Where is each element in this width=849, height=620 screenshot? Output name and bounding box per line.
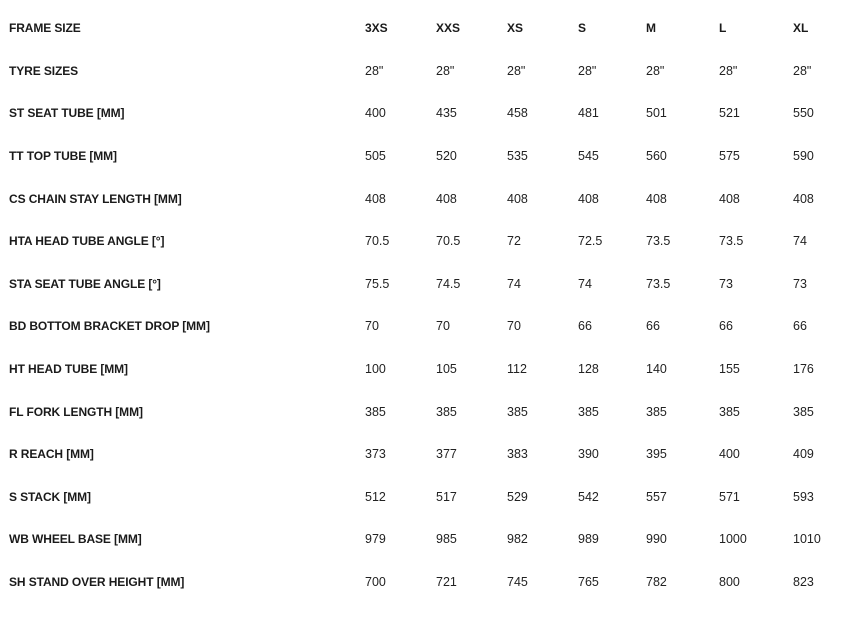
table-cell: 72 (507, 234, 521, 249)
table-row (0, 348, 849, 391)
table-cell: 28" (793, 63, 812, 78)
table-cell: 800 (719, 575, 740, 590)
table-cell: 390 (578, 447, 599, 462)
table-cell: 745 (507, 575, 528, 590)
row-label: BD BOTTOM BRACKET DROP [MM] (9, 319, 210, 334)
table-cell: 395 (646, 447, 667, 462)
table-cell: 721 (436, 575, 457, 590)
table-cell: 385 (436, 404, 457, 419)
table-cell: 66 (578, 319, 592, 334)
table-cell: 765 (578, 575, 599, 590)
table-cell: 383 (507, 447, 528, 462)
table-cell: 155 (719, 362, 740, 377)
row-label: FL FORK LENGTH [MM] (9, 404, 143, 419)
table-cell: 66 (646, 319, 660, 334)
row-label: R REACH [MM] (9, 447, 94, 462)
table-cell: 385 (507, 404, 528, 419)
table-cell: 28" (436, 63, 455, 78)
table-cell: 100 (365, 362, 386, 377)
table-cell: 590 (793, 149, 814, 164)
table-cell: 782 (646, 575, 667, 590)
table-cell: 105 (436, 362, 457, 377)
table-cell: 408 (793, 191, 814, 206)
table-cell: 512 (365, 489, 386, 504)
table-cell: 74.5 (436, 276, 461, 291)
row-label: HT HEAD TUBE [MM] (9, 362, 128, 377)
header-row (0, 7, 849, 50)
table-cell: 520 (436, 149, 457, 164)
table-cell: 593 (793, 489, 814, 504)
table-cell: 385 (793, 404, 814, 419)
size-header-s: S (578, 21, 587, 36)
table-cell: 73 (719, 276, 733, 291)
table-cell: 823 (793, 575, 814, 590)
row-label: STA SEAT TUBE ANGLE [°] (9, 276, 161, 291)
size-header-l: L (719, 21, 727, 36)
table-row (0, 390, 849, 433)
table-cell: 112 (507, 362, 527, 377)
size-header-xs: XS (507, 21, 524, 36)
table-cell: 73 (793, 276, 807, 291)
table-row (0, 92, 849, 135)
table-cell: 982 (507, 532, 528, 547)
table-cell: 521 (719, 106, 740, 121)
table-cell: 28" (365, 63, 384, 78)
table-cell: 140 (646, 362, 667, 377)
row-label: ST SEAT TUBE [MM] (9, 106, 125, 121)
table-cell: 550 (793, 106, 814, 121)
row-label: CS CHAIN STAY LENGTH [MM] (9, 191, 182, 206)
table-cell: 1000 (719, 532, 747, 547)
size-header-xxs: XXS (436, 21, 461, 36)
row-label: HTA HEAD TUBE ANGLE [°] (9, 234, 165, 249)
table-cell: 70.5 (365, 234, 390, 249)
table-cell: 542 (578, 489, 599, 504)
table-cell: 529 (507, 489, 528, 504)
table-cell: 458 (507, 106, 528, 121)
table-cell: 73.5 (719, 234, 744, 249)
table-row (0, 305, 849, 348)
table-row (0, 220, 849, 263)
table-cell: 385 (578, 404, 599, 419)
row-label: S STACK [MM] (9, 489, 91, 504)
row-label: SH STAND OVER HEIGHT [MM] (9, 575, 185, 590)
table-row (0, 476, 849, 519)
table-cell: 535 (507, 149, 528, 164)
table-cell: 435 (436, 106, 457, 121)
table-cell: 481 (578, 106, 599, 121)
table-cell: 408 (436, 191, 457, 206)
table-cell: 979 (365, 532, 386, 547)
size-header-3xs: 3XS (365, 21, 388, 36)
table-cell: 28" (719, 63, 738, 78)
table-cell: 408 (578, 191, 599, 206)
table-cell: 400 (719, 447, 740, 462)
table-row (0, 518, 849, 561)
table-cell: 575 (719, 149, 740, 164)
size-header-m: M (646, 21, 656, 36)
table-cell: 70 (436, 319, 450, 334)
table-row (0, 135, 849, 178)
table-cell: 74 (793, 234, 807, 249)
table-cell: 505 (365, 149, 386, 164)
table-cell: 408 (719, 191, 740, 206)
table-row (0, 263, 849, 306)
table-cell: 66 (719, 319, 733, 334)
frame-size-label: FRAME SIZE (9, 21, 81, 36)
size-header-xl: XL (793, 21, 809, 36)
table-cell: 73.5 (646, 234, 671, 249)
table-cell: 571 (719, 489, 740, 504)
table-cell: 72.5 (578, 234, 603, 249)
table-cell: 75.5 (365, 276, 390, 291)
table-cell: 989 (578, 532, 599, 547)
table-cell: 373 (365, 447, 386, 462)
table-row (0, 177, 849, 220)
table-cell: 74 (578, 276, 592, 291)
row-label: WB WHEEL BASE [MM] (9, 532, 142, 547)
table-cell: 408 (507, 191, 528, 206)
table-cell: 28" (646, 63, 665, 78)
table-cell: 385 (365, 404, 386, 419)
row-label: TYRE SIZES (9, 63, 79, 78)
table-cell: 501 (646, 106, 667, 121)
row-label: TT TOP TUBE [MM] (9, 149, 117, 164)
table-cell: 700 (365, 575, 386, 590)
table-cell: 517 (436, 489, 457, 504)
table-cell: 74 (507, 276, 521, 291)
table-cell: 990 (646, 532, 667, 547)
geometry-table (0, 7, 849, 603)
table-cell: 28" (507, 63, 526, 78)
table-cell: 70 (365, 319, 379, 334)
table-cell: 408 (646, 191, 667, 206)
table-cell: 176 (793, 362, 814, 377)
table-row (0, 50, 849, 93)
table-cell: 408 (365, 191, 386, 206)
table-row (0, 561, 849, 604)
table-cell: 385 (719, 404, 740, 419)
table-cell: 409 (793, 447, 814, 462)
table-cell: 400 (365, 106, 386, 121)
table-cell: 1010 (793, 532, 821, 547)
table-row (0, 433, 849, 476)
table-cell: 545 (578, 149, 599, 164)
table-cell: 385 (646, 404, 667, 419)
table-cell: 560 (646, 149, 667, 164)
table-cell: 28" (578, 63, 597, 78)
table-cell: 128 (578, 362, 599, 377)
table-cell: 70.5 (436, 234, 461, 249)
geometry-table-body (0, 7, 849, 603)
table-cell: 73.5 (646, 276, 671, 291)
table-cell: 377 (436, 447, 457, 462)
table-cell: 985 (436, 532, 457, 547)
table-cell: 557 (646, 489, 667, 504)
table-cell: 66 (793, 319, 807, 334)
table-cell: 70 (507, 319, 521, 334)
